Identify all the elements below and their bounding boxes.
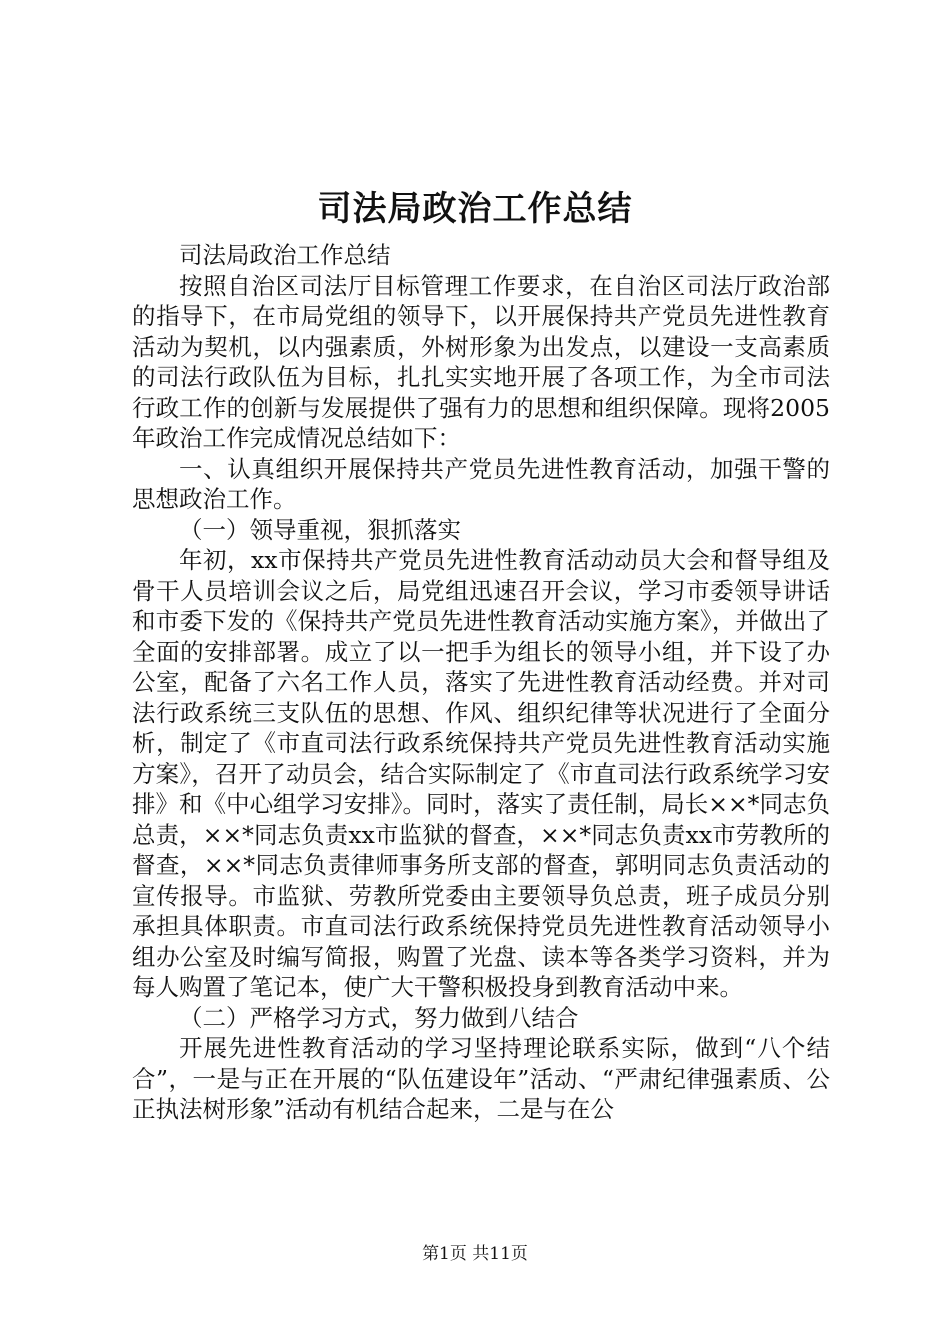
- page-footer: [0, 1242, 950, 1266]
- subsection-heading-1: （一）领导重视，狠抓落实: [179, 515, 461, 544]
- paragraph-body-1: 年初，xx市保持共产党员先进性教育活动动员大会和督导组及骨干人员培训会议之后，局党组迅速召开会议，学习市委领导讲话和市委下发的《保持共产党员先进性教育活动实施方案》，并做出了全面的安排部署。成立了以一把手为组长的领导小组，并下设了办公室，配备了六名工作人员，落实了先进性教育活动经费。并对司法行政系统三支队伍的思想、作风、组织纪律等状况进行了全面分析，制定了《市直司法行政系统保持共产党员先进性教育活动实施方案》，召开了动员会，结合实际制定了《市直司法行政系统学习安排》和《中心组学习安排》。同时，落实了责任制，局长××*同志负总责，××*同志负责xx市监狱的督查，××*同志负责xx市劳教所的督查，××*同志负责律师事务所支部的督查，郭明同志负责活动的宣传报导。市监狱、劳教所党委由主要领导负总责，班子成员分别承担具体职责。市直司法行政系统保持党员先进性教育活动领导小组办公室及时编写简报，购置了光盘、读本等各类学习资料，并为每人购置了笔记本，使广大干警积极投身到教育活动中来。: [132, 546, 830, 1001]
- paragraph-intro: 按照自治区司法厅目标管理工作要求，在自治区司法厅政治部的指导下，在市局党组的领导下，以开展保持共产党员先进性教育活动为契机，以内强素质，外树形象为出发点，以建设一支高素质的司法行政队伍为目标，扎扎实实地开展了各项工作，为全市司法行政工作的创新与发展提供了强有力的思想和组织保障。现将2005年政治工作完成情况总结如下：: [132, 271, 830, 452]
- document-title: 司法局政治工作总结: [317, 189, 633, 229]
- subsection-heading-2: （二）严格学习方式，努力做到八结合: [179, 1003, 579, 1032]
- page-number: 第1页: [422, 1244, 467, 1264]
- paragraph-body-2: 开展先进性教育活动的学习坚持理论联系实际，做到“八个结合”，一是与正在开展的“队伍建设年”活动、“严肃纪律强素质、公正执法树形象”活动有机结合起来，二是与在公: [132, 1034, 830, 1123]
- document-body: [132, 240, 830, 1125]
- section-heading-1: 一、认真组织开展保持共产党员先进性教育活动，加强干警的思想政治工作。: [132, 454, 830, 513]
- paragraph-subtitle: 司法局政治工作总结: [179, 241, 391, 269]
- page-total: 共11页: [472, 1244, 528, 1264]
